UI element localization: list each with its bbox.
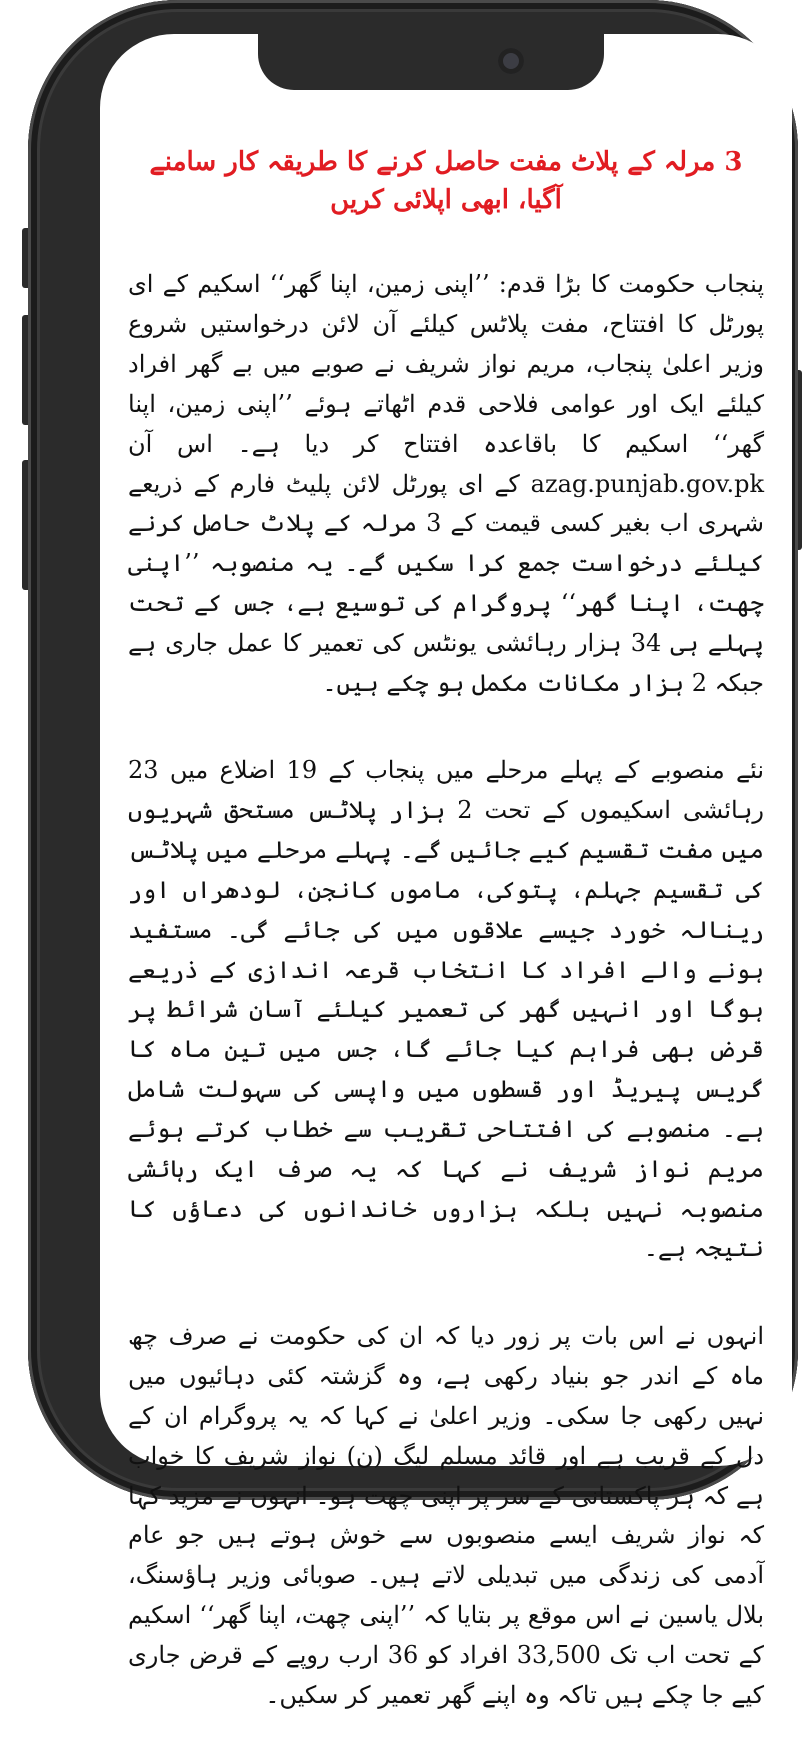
article-headline: 3 مرلہ کے پلاٹ مفت حاصل کرنے کا طریقہ کار سامنے آگیا، ابھی اپلائی کریں (149, 147, 743, 215)
article-paragraph: انہوں نے اس بات پر زور دیا کہ ان کی حکومت نے صرف چھ ماہ کے اندر جو بنیاد رکھی ہے، وہ گزشتہ کئی دہائیوں میں نہیں رکھی جا سکی۔ وزیر اعلیٰ نے کہا کہ یہ پروگرام ان کے دل کے قریب ہے اور قائد مسلم لیگ (ن) نواز شریف کا خواب ہے کہ ہر پاکستانی کے سر پر اپنی چھت ہو۔ انہوں نے مزید کہا کہ نواز شریف ایسے منصوبوں سے خوش ہوتے ہیں جو عام آدمی کی زندگی میں تبدیلی لاتے ہیں۔ صوبائی وزیر ہاؤسنگ، بلال یاسین نے اس موقع پر بتایا کہ ’’اپنی چھت، اپنا گھر‘‘ اسکیم کے تحت اب تک 33,500 افراد کو 36 ارب روپے کے قرض جاری کیے جا چکے ہیں تاکہ وہ اپنے گھر تعمیر کر سکیں۔ (128, 1322, 764, 1709)
phone-screen (100, 34, 792, 1709)
article-paragraph: پنجاب حکومت کا بڑا قدم: ’’اپنی زمین، اپنا گھر‘‘ اسکیم کے ای پورٹل کا افتتاح، مفت پلاٹس کیلئے آن لائن درخواستیں شروع وزیر اعلیٰ پنجاب، مریم نواز شریف نے صوبے میں بے گھر افراد کیلئے ایک اور عوامی فلاحی قدم اٹھاتے ہوئے ’’اپنی زمین، اپنا گھر‘‘ اسکیم کا باقاعدہ افتتاح کر دیا ہے۔ اس آن azag.punjab.gov.pk کے ای پورٹل لائن پلیٹ فارم کے ذریعے شہری اب بغیر کسی قیمت کے 3 مرلہ کے پلاٹ حاصل کرنے کیلئے درخواست جمع کرا سکیں گے۔ یہ منصوبہ ’’اپنی چھت، اپنا گھر‘‘ پروگرام کی توسیع ہے، جس کے تحت پہلے ہی 34 ہزار رہائشی یونٹس کی تعمیر کا عمل جاری ہے جبکہ 2 ہزار مکانات مکمل ہو چکے ہیں۔ (128, 270, 764, 697)
article-paragraph: نئے منصوبے کے پہلے مرحلے میں پنجاب کے 19 اضلاع میں 23 رہائشی اسکیموں کے تحت 2 ہزار پلاٹس مستحق شہریوں میں مفت تقسیم کیے جائیں گے۔ پہلے مرحلے میں پلاٹس کی تقسیم جہلم، پتوکی، ماموں کانجن، لودھراں اور رینالہ خورد جیسے علاقوں میں کی جائے گی۔ مستفید ہونے والے افراد کا انتخاب قرعہ اندازی کے ذریعے ہوگا اور انہیں گھر کی تعمیر کیلئے آسان شرائط پر قرض بھی فراہم کیا جائے گا، جس میں تین ماہ کا گریس پیریڈ اور قسطوں میں واپسی کی سہولت شامل ہے۔ منصوبے کی افتتاحی تقریب سے خطاب کرتے ہوئے مریم نواز شریف نے کہا کہ یہ صرف ایک رہائشی منصوبہ نہیں بلکہ ہزاروں خاندانوں کی دعاؤں کا نتیجہ ہے۔ (128, 756, 764, 1263)
article (128, 144, 764, 1764)
camera-icon (498, 48, 524, 74)
phone-notch (258, 34, 604, 90)
phone-frame (28, 0, 798, 1709)
